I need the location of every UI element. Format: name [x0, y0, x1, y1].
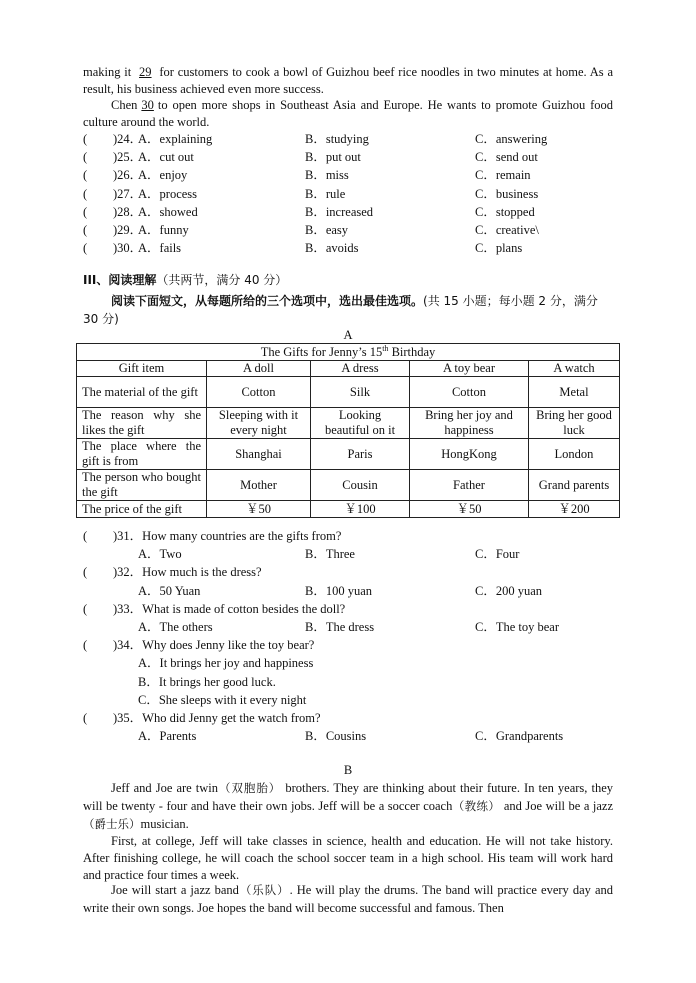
cloze-question-row	[83, 222, 613, 239]
table-cell: Cotton	[207, 377, 311, 408]
section-instructions	[83, 292, 613, 328]
cloze-question-row	[83, 240, 613, 257]
answer-paren: (	[83, 529, 88, 543]
section-score: （共两节，满分 40 分）	[156, 273, 288, 287]
table-row	[77, 377, 620, 408]
text: and Joe will be a jazz	[503, 799, 614, 813]
option-a[interactable]: A．funny	[138, 223, 189, 237]
table-row	[77, 408, 620, 439]
text: Chen	[111, 98, 138, 112]
option-b[interactable]: B．increased	[305, 204, 374, 219]
table-title	[77, 344, 620, 361]
option-b[interactable]: B．put out	[305, 150, 361, 165]
table-row	[77, 439, 620, 470]
table-cell: A watch	[529, 361, 620, 377]
table-cell: A doll	[207, 361, 311, 377]
option-c[interactable]: C．answering	[475, 132, 548, 146]
answer-paren: (	[83, 132, 88, 146]
table-cell: Paris	[311, 439, 410, 470]
answer-paren: (	[83, 638, 88, 652]
options-row	[83, 655, 613, 672]
table-cell: Father	[410, 470, 529, 501]
option-b[interactable]: B．Three	[305, 547, 355, 561]
option-c[interactable]: C．business	[475, 186, 539, 201]
option-a[interactable]: A．process	[138, 186, 198, 201]
option-b[interactable]: B．studying	[305, 132, 369, 146]
table-row	[77, 501, 620, 518]
text: to open more shops in Southeast Asia and Europe. He wants to promote Guizhou food culture around the world.	[83, 98, 613, 129]
option-c[interactable]: C．send out	[475, 150, 538, 165]
question-number: )26．	[113, 168, 143, 183]
text: brothers. They are thinking about their future. In ten years, they will be twenty - four and have their own jobs. Jeff will be a soccer coach	[83, 781, 614, 813]
options-row	[83, 674, 613, 691]
chinese-gloss: （双胞胎）	[218, 781, 282, 795]
chinese-gloss: （教练）	[452, 799, 501, 813]
table-cell: Cousin	[311, 470, 410, 501]
option-a[interactable]: A．fails	[138, 241, 182, 256]
table-cell: ￥50	[410, 501, 529, 518]
options-row	[83, 692, 613, 709]
table-cell: London	[529, 439, 620, 470]
option-a[interactable]: A．Parents	[138, 729, 197, 743]
question-stem-row	[83, 528, 613, 545]
passage-a-label: A	[343, 328, 353, 342]
question-number: )28．	[113, 204, 143, 219]
options-row	[83, 619, 613, 636]
instruction-text: 阅读下面短文，从每题所给的三个选项中，选出最佳选项。	[111, 294, 424, 308]
cloze-question-row	[83, 186, 613, 203]
superscript: th	[382, 343, 389, 353]
blank-30: 30	[141, 98, 154, 112]
option-b[interactable]: B．rule	[305, 186, 346, 201]
option-b[interactable]: B．The dress	[305, 620, 375, 634]
option-a[interactable]: A．The others	[138, 620, 213, 634]
option-c[interactable]: C．200 yuan	[475, 584, 543, 598]
question-stem-row	[83, 637, 613, 654]
row-label-cell: The material of the gift	[77, 377, 207, 408]
text: for customers to cook a bowl of Guizhou beef rice noodles in two minutes at home. As a result, his business achieved even more success.	[83, 65, 613, 96]
instruction-score: (共 15 小题；每小题 2 分，满分 30 分)	[83, 294, 598, 326]
question-stem: )33．What is made of cotton besides the doll?	[113, 602, 346, 616]
answer-paren: (	[83, 711, 88, 725]
option-b[interactable]: B．miss	[305, 168, 349, 183]
option-c[interactable]: C．plans	[475, 241, 523, 256]
table-header-row	[77, 361, 620, 377]
table-cell: HongKong	[410, 439, 529, 470]
table-cell: Mother	[207, 470, 311, 501]
table-cell: Looking beautiful on it	[311, 408, 410, 439]
answer-paren: (	[83, 168, 88, 183]
option-c[interactable]: C．stopped	[475, 204, 535, 219]
question-stem: )32．How much is the dress?	[113, 565, 262, 579]
option-a[interactable]: A．Two	[138, 547, 182, 561]
cloze-question-row	[83, 204, 613, 221]
option-a[interactable]: A．cut out	[138, 150, 194, 165]
text: Joe will start a jazz band	[111, 883, 239, 897]
question-stem: )34．Why does Jenny like the toy bear?	[113, 638, 315, 652]
row-label-cell: The reason why she likes the gift	[77, 408, 207, 439]
option-b[interactable]: B．It brings her good luck.	[138, 675, 276, 689]
options-row	[83, 546, 613, 563]
row-label-cell: Gift item	[77, 361, 207, 377]
text: making it	[83, 65, 132, 79]
question-number: )30．	[113, 241, 143, 256]
table-cell: Grand parents	[529, 470, 620, 501]
answer-paren: (	[83, 241, 88, 256]
option-c[interactable]: C．She sleeps with it every night	[138, 693, 307, 707]
answer-paren: (	[83, 186, 88, 201]
cloze-question-row	[83, 149, 613, 166]
cloze-question-row	[83, 167, 613, 184]
blank-29: 29	[139, 65, 152, 79]
option-a[interactable]: A．showed	[138, 204, 198, 219]
table-cell: A dress	[311, 361, 410, 377]
option-c[interactable]: C．creative\	[475, 223, 539, 237]
passage-b-paragraph-3	[83, 881, 613, 917]
chinese-gloss: （爵士乐）	[83, 817, 141, 831]
text: The Gifts for Jenny’s 15	[260, 344, 383, 359]
option-a[interactable]: A．explaining	[138, 132, 213, 146]
passage-b-paragraph-1	[83, 779, 613, 833]
options-row	[83, 728, 613, 745]
answer-paren: (	[83, 223, 88, 237]
table-cell: ￥50	[207, 501, 311, 518]
table-cell: Sleeping with it every night	[207, 408, 311, 439]
option-b[interactable]: B．easy	[305, 223, 349, 237]
row-label-cell: The person who bought the gift	[77, 470, 207, 501]
question-number: )27．	[113, 186, 143, 201]
option-c[interactable]: C．Grandparents	[475, 729, 564, 743]
table-cell: ￥100	[311, 501, 410, 518]
option-c[interactable]: C．remain	[475, 168, 531, 183]
passage-b-paragraph-2: First, at college, Jeff will take classes in science, health and education. He will not take history. After finishing college, he will coach the school soccer team in a high school. His team will work hard and practice four times a week.	[83, 834, 613, 882]
answer-paren: (	[83, 602, 88, 616]
table-cell: ￥200	[529, 501, 620, 518]
question-stem-row	[83, 710, 613, 727]
passage-continuation	[83, 64, 613, 98]
question-stem: )35．Who did Jenny get the watch from?	[113, 711, 321, 725]
options-row	[83, 583, 613, 600]
text: musician.	[140, 817, 189, 831]
option-a[interactable]: A．It brings her joy and happiness	[138, 656, 314, 670]
section-title: III、阅读理解	[83, 273, 157, 287]
passage-b-label: B	[343, 763, 353, 777]
table-cell: A toy bear	[410, 361, 529, 377]
table-cell: Shanghai	[207, 439, 311, 470]
table-cell: Bring her joy and happiness	[410, 408, 529, 439]
option-b[interactable]: B．100 yuan	[305, 584, 373, 598]
table-cell: Bring her good luck	[529, 408, 620, 439]
cloze-question-row	[83, 131, 613, 148]
table-cell: Metal	[529, 377, 620, 408]
option-c[interactable]: C．Four	[475, 547, 520, 561]
question-number: )25．	[113, 150, 143, 165]
chinese-gloss: （乐队）	[238, 883, 290, 897]
option-c[interactable]: C．The toy bear	[475, 620, 560, 634]
question-number: )29．	[113, 223, 143, 237]
text: Birthday	[388, 344, 436, 359]
section-heading	[83, 272, 613, 289]
table-body	[77, 361, 620, 518]
text: . He will play the drums. The band will practice every day and write their own songs. Joe hopes the band will become successful and famous. Then	[83, 883, 614, 915]
answer-paren: (	[83, 150, 88, 165]
question-stem: )31．How many countries are the gifts from?	[113, 529, 342, 543]
table-cell: Cotton	[410, 377, 529, 408]
table-cell: Silk	[311, 377, 410, 408]
answer-paren: (	[83, 565, 88, 579]
answer-paren: (	[83, 204, 88, 219]
option-b[interactable]: B．avoids	[305, 241, 359, 256]
question-stem-row	[83, 564, 613, 581]
passage-paragraph	[83, 97, 613, 131]
question-number: )24．	[113, 132, 143, 146]
text: Jeff and Joe are twin	[111, 781, 219, 795]
option-a[interactable]: A．50 Yuan	[138, 584, 201, 598]
question-stem-row	[83, 601, 613, 618]
option-a[interactable]: A．enjoy	[138, 168, 188, 183]
table-row	[77, 470, 620, 501]
row-label-cell: The price of the gift	[77, 501, 207, 518]
gifts-table	[76, 343, 620, 518]
option-b[interactable]: B．Cousins	[305, 729, 367, 743]
row-label-cell: The place where the gift is from	[77, 439, 207, 470]
